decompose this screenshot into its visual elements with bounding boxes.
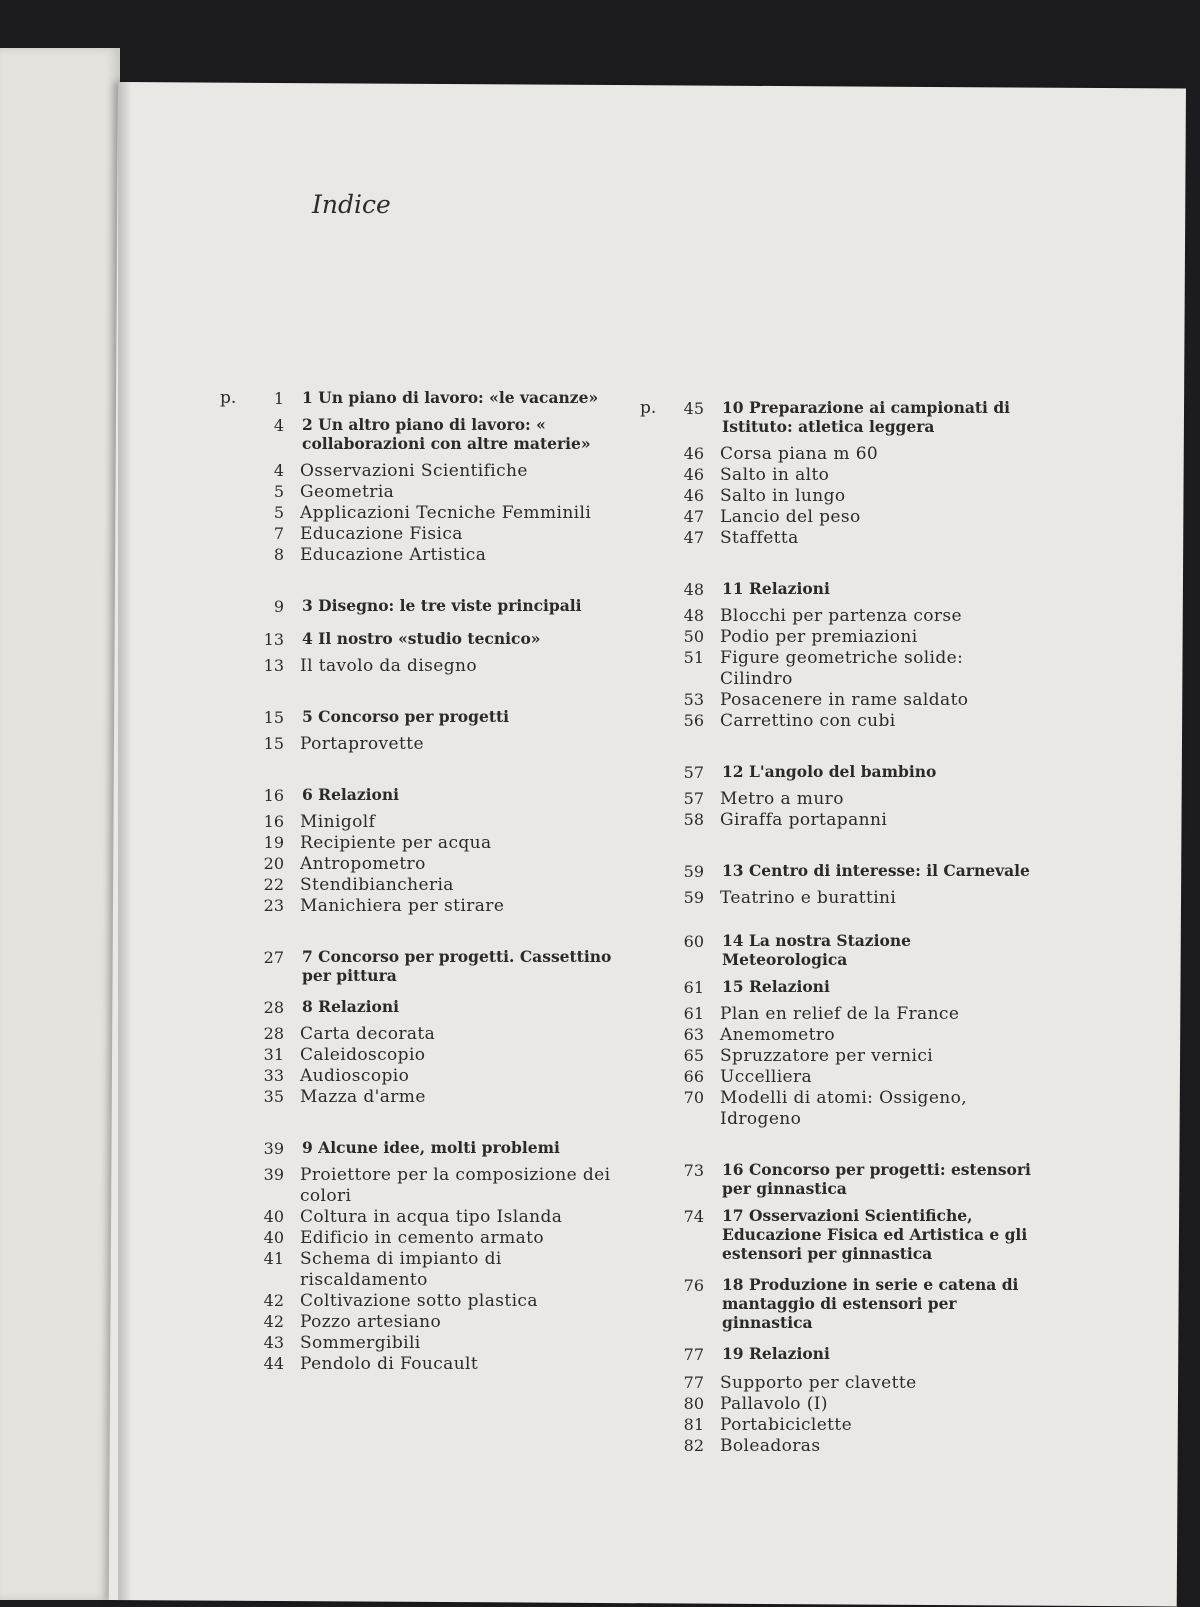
- toc-entry-title: Applicazioni Tecniche Femminili: [300, 503, 592, 523]
- toc-subentry: [640, 1394, 1040, 1415]
- toc-subentry: [640, 1373, 1040, 1394]
- toc-page-number: 77: [683, 1345, 704, 1364]
- toc-subentry: [640, 1415, 1040, 1436]
- toc-entry-title: Recipiente per acqua: [300, 833, 492, 853]
- toc-page-number: 70: [683, 1088, 704, 1107]
- toc-subentry: [640, 789, 1040, 810]
- toc-page-number: 1: [273, 389, 284, 408]
- toc-entry-title: 4 Il nostro «studio tecnico»: [302, 629, 541, 648]
- toc-column-right: [640, 398, 1040, 1457]
- toc-entry-title: Anemometro: [720, 1025, 836, 1045]
- toc-page-number: 42: [263, 1291, 284, 1310]
- toc-subentry: [220, 1291, 620, 1312]
- toc-entry-title: Giraffa portapanni: [720, 810, 888, 830]
- toc-page-number: 5: [273, 503, 284, 522]
- toc-subentry: [640, 1004, 1040, 1025]
- toc-entry-title: 17 Osservazioni Scientifiche, Educazione Fisica ed Artistica e gli estensori per ginnastica: [722, 1206, 1028, 1263]
- toc-chapter-entry: [640, 398, 1040, 436]
- toc-page-number: 61: [683, 1004, 704, 1023]
- page-prefix-label: p.: [220, 388, 237, 408]
- toc-entry-title: 3 Disegno: le tre viste principali: [302, 596, 582, 615]
- toc-entry-title: Osservazioni Scientifiche: [300, 461, 528, 481]
- toc-page-number: 82: [683, 1436, 704, 1455]
- toc-subentry: [220, 461, 620, 482]
- toc-entry-title: Teatrino e burattini: [720, 888, 897, 908]
- toc-subentry: [220, 1354, 620, 1375]
- toc-page-number: 40: [263, 1228, 284, 1247]
- toc-entry-title: Carrettino con cubi: [720, 711, 896, 731]
- toc-subentry: [220, 833, 620, 854]
- toc-entry-title: 7 Concorso per progetti. Cassettino per pittura: [302, 947, 612, 985]
- toc-page-number: 22: [263, 875, 284, 894]
- toc-list-right: [640, 398, 1040, 1457]
- toc-subentry: [640, 486, 1040, 507]
- toc-subentry: [220, 1045, 620, 1066]
- toc-entry-title: 2 Un altro piano di lavoro: « collaborazioni con altre materie»: [302, 415, 591, 453]
- toc-page-number: 46: [683, 486, 704, 505]
- toc-page-number: 40: [263, 1207, 284, 1226]
- toc-chapter-entry: [220, 947, 620, 985]
- toc-subentry: [640, 1025, 1040, 1046]
- toc-page-number: 44: [263, 1354, 284, 1373]
- toc-page-number: 4: [273, 461, 284, 480]
- toc-page-number: 13: [263, 630, 284, 649]
- toc-chapter-entry: [220, 785, 620, 804]
- toc-page-number: 73: [683, 1161, 704, 1180]
- toc-entry-title: Il tavolo da disegno: [300, 656, 478, 676]
- toc-page-number: 23: [263, 896, 284, 915]
- toc-entry-title: Portabiciclette: [720, 1415, 853, 1435]
- toc-chapter-entry: [640, 931, 1040, 969]
- toc-page-number: 53: [683, 690, 704, 709]
- toc-page-number: 15: [263, 734, 284, 753]
- toc-chapter-entry: [640, 579, 1040, 598]
- toc-subentry: [220, 734, 620, 755]
- toc-subentry: [640, 1046, 1040, 1067]
- toc-entry-title: 18 Produzione in serie e catena di mantaggio di estensori per ginnastica: [722, 1275, 1019, 1332]
- toc-page-number: 13: [263, 656, 284, 675]
- toc-page-number: 39: [263, 1139, 284, 1158]
- toc-chapter-entry: [640, 762, 1040, 781]
- toc-entry-title: 11 Relazioni: [722, 579, 830, 598]
- toc-subentry: [220, 524, 620, 545]
- toc-page-number: 19: [263, 833, 284, 852]
- toc-entry-title: Corsa piana m 60: [720, 444, 879, 464]
- toc-subentry: [220, 1333, 620, 1354]
- toc-chapter-entry: [220, 415, 620, 453]
- toc-page-number: 4: [273, 416, 284, 435]
- toc-subentry: [640, 690, 1040, 711]
- toc-entry-title: 15 Relazioni: [722, 977, 830, 996]
- toc-entry-title: Pallavolo (I): [720, 1394, 828, 1414]
- toc-chapter-entry: [640, 1275, 1040, 1332]
- facing-page: [0, 48, 120, 1600]
- toc-entry-title: Salto in alto: [720, 465, 830, 485]
- toc-page-number: 39: [263, 1165, 284, 1184]
- toc-chapter-entry: [640, 1206, 1040, 1263]
- toc-page-number: 51: [683, 648, 704, 667]
- toc-chapter-entry: [220, 997, 620, 1016]
- toc-subentry: [220, 812, 620, 833]
- toc-subentry: [640, 810, 1040, 831]
- toc-page-number: 57: [683, 789, 704, 808]
- toc-entry-title: Schema di impianto di riscaldamento: [300, 1249, 502, 1290]
- toc-subentry: [640, 711, 1040, 732]
- toc-page-number: 43: [263, 1333, 284, 1352]
- toc-subentry: [220, 1066, 620, 1087]
- toc-chapter-entry: [220, 596, 620, 615]
- toc-subentry: [640, 1067, 1040, 1088]
- toc-entry-title: Antropometro: [300, 854, 426, 874]
- toc-subentry: [640, 528, 1040, 549]
- toc-entry-title: 16 Concorso per progetti: estensori per ginnastica: [722, 1160, 1031, 1198]
- toc-page-number: 61: [683, 978, 704, 997]
- page-title: Indice: [312, 190, 391, 219]
- toc-page-number: 46: [683, 465, 704, 484]
- toc-chapter-entry: [220, 1138, 620, 1157]
- toc-entry-title: Portaprovette: [300, 734, 424, 754]
- toc-page-number: 80: [683, 1394, 704, 1413]
- toc-entry-title: Staffetta: [720, 528, 799, 548]
- toc-page-number: 76: [683, 1276, 704, 1295]
- toc-subentry: [640, 1436, 1040, 1457]
- toc-entry-title: Metro a muro: [720, 789, 844, 809]
- toc-subentry: [220, 1228, 620, 1249]
- toc-entry-title: Proiettore per la composizione dei colori: [300, 1165, 611, 1206]
- toc-page-number: 81: [683, 1415, 704, 1434]
- toc-page-number: 8: [273, 545, 284, 564]
- toc-subentry: [220, 896, 620, 917]
- toc-page-number: 42: [263, 1312, 284, 1331]
- toc-page-number: 27: [263, 948, 284, 967]
- toc-page-number: 63: [683, 1025, 704, 1044]
- toc-list-left: [220, 388, 620, 1375]
- toc-entry-title: Edificio in cemento armato: [300, 1228, 545, 1248]
- toc-page-number: 7: [273, 524, 284, 543]
- toc-entry-title: Manichiera per stirare: [300, 896, 505, 916]
- toc-entry-title: Posacenere in rame saldato: [720, 690, 969, 710]
- toc-entry-title: 5 Concorso per progetti: [302, 707, 510, 726]
- toc-subentry: [220, 1312, 620, 1333]
- toc-entry-title: Caleidoscopio: [300, 1045, 426, 1065]
- toc-page-number: 57: [683, 763, 704, 782]
- toc-page-number: 5: [273, 482, 284, 501]
- toc-page-number: 74: [683, 1207, 704, 1226]
- toc-page-number: 58: [683, 810, 704, 829]
- toc-page-number: 65: [683, 1046, 704, 1065]
- toc-subentry: [640, 648, 1040, 690]
- toc-page-number: 77: [683, 1373, 704, 1392]
- toc-chapter-entry: [220, 707, 620, 726]
- toc-entry-title: Supporto per clavette: [720, 1373, 917, 1393]
- toc-entry-title: 6 Relazioni: [302, 785, 400, 804]
- toc-entry-title: Modelli di atomi: Ossigeno, Idrogeno: [720, 1088, 968, 1129]
- toc-entry-title: Minigolf: [300, 812, 376, 832]
- toc-chapter-entry: [640, 977, 1040, 996]
- toc-entry-title: Pendolo di Foucault: [300, 1354, 479, 1374]
- toc-entry-title: 9 Alcune idee, molti problemi: [302, 1138, 560, 1157]
- toc-subentry: [220, 875, 620, 896]
- toc-page-number: 31: [263, 1045, 284, 1064]
- toc-subentry: [220, 1165, 620, 1207]
- toc-subentry: [220, 482, 620, 503]
- toc-page-number: 15: [263, 708, 284, 727]
- toc-chapter-entry: [220, 388, 620, 407]
- toc-subentry: [640, 606, 1040, 627]
- toc-page-number: 56: [683, 711, 704, 730]
- toc-entry-title: Podio per premiazioni: [720, 627, 918, 647]
- toc-subentry: [220, 503, 620, 524]
- toc-subentry: [220, 1207, 620, 1228]
- toc-page-number: 48: [683, 580, 704, 599]
- toc-page-number: 47: [683, 528, 704, 547]
- toc-entry-title: Salto in lungo: [720, 486, 846, 506]
- toc-subentry: [220, 1024, 620, 1045]
- toc-entry-title: Mazza d'arme: [300, 1087, 426, 1107]
- toc-entry-title: Blocchi per partenza corse: [720, 606, 963, 626]
- toc-page-number: 28: [263, 1024, 284, 1043]
- toc-page-number: 50: [683, 627, 704, 646]
- toc-entry-title: Stendibiancheria: [300, 875, 454, 895]
- toc-chapter-entry: [640, 1344, 1040, 1363]
- toc-entry-title: 19 Relazioni: [722, 1344, 830, 1363]
- toc-page-number: 60: [683, 932, 704, 951]
- toc-page-number: 33: [263, 1066, 284, 1085]
- toc-entry-title: 1 Un piano di lavoro: «le vacanze»: [302, 388, 599, 407]
- toc-subentry: [640, 888, 1040, 909]
- toc-chapter-entry: [640, 861, 1040, 880]
- toc-page-number: 48: [683, 606, 704, 625]
- toc-subentry: [640, 1088, 1040, 1130]
- toc-page-number: 28: [263, 998, 284, 1017]
- toc-page-number: 47: [683, 507, 704, 526]
- toc-entry-title: Spruzzatore per vernici: [720, 1046, 934, 1066]
- toc-chapter-entry: [640, 1160, 1040, 1198]
- toc-entry-title: Coltura in acqua tipo Islanda: [300, 1207, 563, 1227]
- toc-page-number: 59: [683, 888, 704, 907]
- toc-entry-title: 10 Preparazione ai campionati di Istituto: atletica leggera: [722, 398, 1011, 436]
- toc-page-number: 66: [683, 1067, 704, 1086]
- toc-page-number: 16: [263, 812, 284, 831]
- toc-subentry: [640, 627, 1040, 648]
- page-prefix-label: p.: [640, 398, 657, 418]
- toc-subentry: [640, 465, 1040, 486]
- toc-subentry: [220, 854, 620, 875]
- toc-subentry: [640, 444, 1040, 465]
- toc-entry-title: Uccelliera: [720, 1067, 813, 1087]
- toc-page-number: 35: [263, 1087, 284, 1106]
- toc-entry-title: 13 Centro di interesse: il Carnevale: [722, 861, 1030, 880]
- toc-entry-title: Audioscopio: [300, 1066, 410, 1086]
- toc-subentry: [220, 545, 620, 566]
- toc-entry-title: Lancio del peso: [720, 507, 861, 527]
- toc-entry-title: 14 La nostra Stazione Meteorologica: [722, 931, 911, 969]
- toc-entry-title: Sommergibili: [300, 1333, 421, 1353]
- toc-entry-title: Plan en relief de la France: [720, 1004, 960, 1024]
- toc-subentry: [220, 1087, 620, 1108]
- toc-entry-title: Educazione Artistica: [300, 545, 487, 565]
- toc-subentry: [640, 507, 1040, 528]
- toc-entry-title: Geometria: [300, 482, 395, 502]
- toc-page-number: 20: [263, 854, 284, 873]
- toc-entry-title: Pozzo artesiano: [300, 1312, 442, 1332]
- toc-subentry: [220, 1249, 620, 1291]
- toc-entry-title: 8 Relazioni: [302, 997, 400, 1016]
- toc-page-number: 16: [263, 786, 284, 805]
- toc-page-number: 41: [263, 1249, 284, 1268]
- toc-page-number: 46: [683, 444, 704, 463]
- toc-entry-title: Figure geometriche solide: Cilindro: [720, 648, 964, 689]
- toc-page-number: 59: [683, 862, 704, 881]
- toc-page-number: 9: [273, 597, 284, 616]
- toc-entry-title: Boleadoras: [720, 1436, 821, 1456]
- toc-subentry: [220, 656, 620, 677]
- toc-chapter-entry: [220, 629, 620, 648]
- toc-entry-title: Coltivazione sotto plastica: [300, 1291, 538, 1311]
- toc-entry-title: 12 L'angolo del bambino: [722, 762, 937, 781]
- toc-column-left: [220, 388, 620, 1375]
- page-gutter-shadow: [118, 82, 132, 1600]
- toc-entry-title: Educazione Fisica: [300, 524, 463, 544]
- toc-page-number: 45: [683, 399, 704, 418]
- toc-entry-title: Carta decorata: [300, 1024, 436, 1044]
